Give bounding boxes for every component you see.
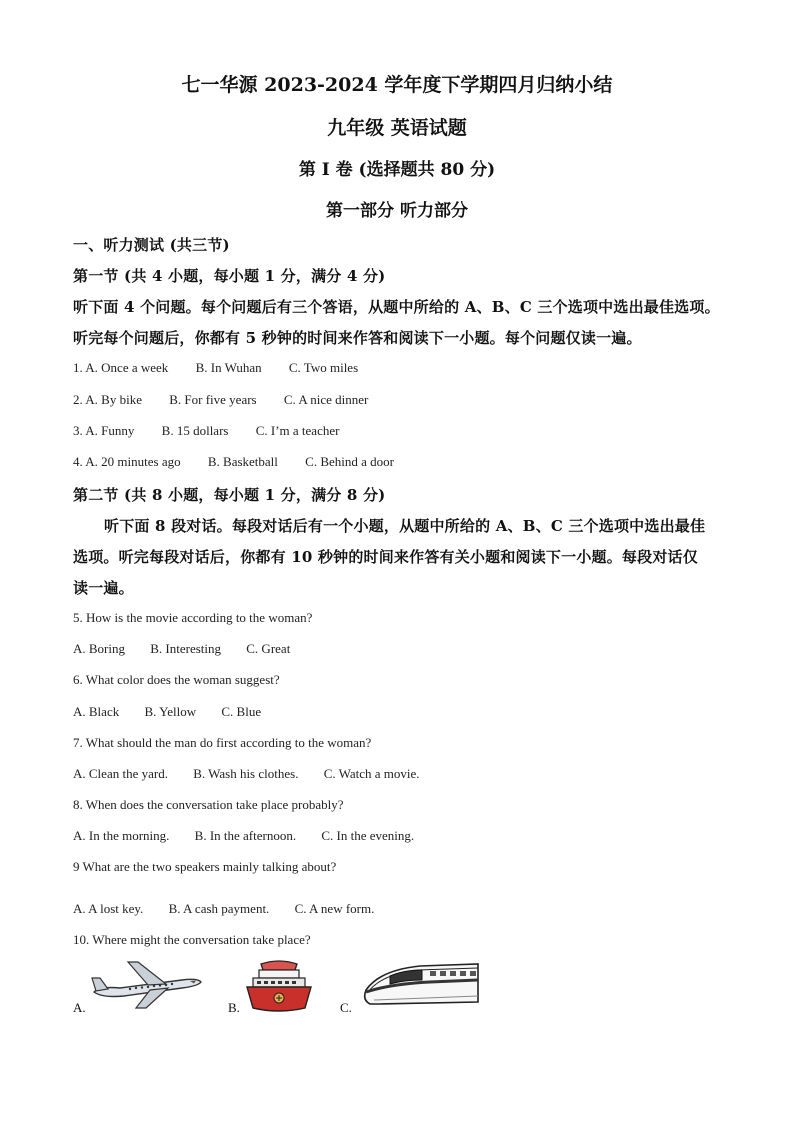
exam-subtitle: 九年级 英语试题 [327, 117, 467, 139]
option-a: 2. A. By bike [73, 392, 142, 407]
question-6-options [73, 704, 261, 720]
volume-title: 第 I 卷 (选择题共 80 分) [298, 160, 496, 180]
section-heading: 一、听力测试 (共三节) [73, 236, 230, 254]
option-c: C. In the evening. [321, 828, 415, 843]
question-6-stem: 6. What color does the woman suggest? [73, 672, 280, 687]
part1-instructions-1: 听下面 4 个问题。每个问题后有三个答语，从题中所给的 A、B、C 三个选项中选出最佳选项。 [73, 298, 720, 316]
exam-title: 七一华源 2023-2024 学年度下学期四月归纳小结 [181, 74, 613, 96]
question-8-options [73, 828, 414, 844]
option-a: A. Boring [73, 641, 125, 656]
part2-instructions-3: 读一遍。 [73, 579, 134, 597]
option-b-label: B. [228, 1000, 240, 1015]
question-7-stem: 7. What should the man do first according to the woman? [73, 735, 372, 750]
option-c: C. A new form. [294, 901, 375, 916]
option-a-label: A. [73, 1000, 86, 1015]
option-a: A. Black [73, 704, 120, 719]
question-2 [73, 392, 368, 408]
option-a: A. Clean the yard. [73, 766, 168, 781]
question-4 [73, 454, 394, 470]
question-5-stem: 5. How is the movie according to the woman? [73, 610, 313, 625]
option-a: A. A lost key. [73, 901, 144, 916]
part1-heading: 第一节 (共 4 小题，每小题 1 分，满分 4 分) [73, 267, 386, 285]
option-b: B. Yellow [144, 704, 197, 719]
option-c: C. A nice dinner [283, 392, 369, 407]
option-c: C. Watch a movie. [323, 766, 420, 781]
option-b: B. A cash payment. [168, 901, 270, 916]
question-5-options [73, 641, 290, 657]
option-a: 1. A. Once a week [73, 360, 169, 375]
bullet-train-icon [360, 960, 482, 1006]
part-title: 第一部分 听力部分 [326, 201, 468, 221]
option-a: 4. A. 20 minutes ago [73, 454, 181, 469]
question-9-stem: 9 What are the two speakers mainly talking about? [73, 859, 337, 874]
option-c: C. Blue [221, 704, 262, 719]
question-9-options [73, 901, 374, 917]
question-8-stem: 8. When does the conversation take place probably? [73, 797, 344, 812]
option-b: B. In the afternoon. [194, 828, 297, 843]
option-b: B. Basketball [207, 454, 278, 469]
part2-heading: 第二节 (共 8 小题，每小题 1 分，满分 8 分) [73, 486, 386, 504]
question-3 [73, 423, 339, 439]
option-a: 3. A. Funny [73, 423, 135, 438]
question-1 [73, 360, 358, 376]
option-c: C. Behind a door [305, 454, 394, 469]
option-b: B. In Wuhan [195, 360, 262, 375]
option-b: B. Interesting [150, 641, 222, 656]
option-c: C. Two miles [288, 360, 359, 375]
question-10-stem: 10. Where might the conversation take place? [73, 932, 311, 947]
question-7-options [73, 766, 420, 782]
option-c: C. Great [246, 641, 291, 656]
option-a: A. In the morning. [73, 828, 170, 843]
option-c-label: C. [340, 1000, 352, 1015]
part2-instructions-2: 选项。听完每段对话后，你都有 10 秒钟的时间来作答有关小题和阅读下一小题。每段对话仅 [73, 548, 698, 566]
part2-instructions-1: 听下面 8 段对话。每段对话后有一个小题，从题中所给的 A、B、C 三个选项中选出最佳 [104, 517, 706, 535]
option-b: B. For five years [169, 392, 257, 407]
option-c: C. I’m a teacher [255, 423, 340, 438]
cruise-ship-icon [243, 958, 315, 1016]
option-b: B. Wash his clothes. [193, 766, 299, 781]
part1-instructions-2: 听完每个问题后，你都有 5 秒钟的时间来作答和阅读下一小题。每个问题仅读一遍。 [73, 329, 642, 347]
option-b: B. 15 dollars [161, 423, 229, 438]
airplane-icon [90, 958, 205, 1010]
